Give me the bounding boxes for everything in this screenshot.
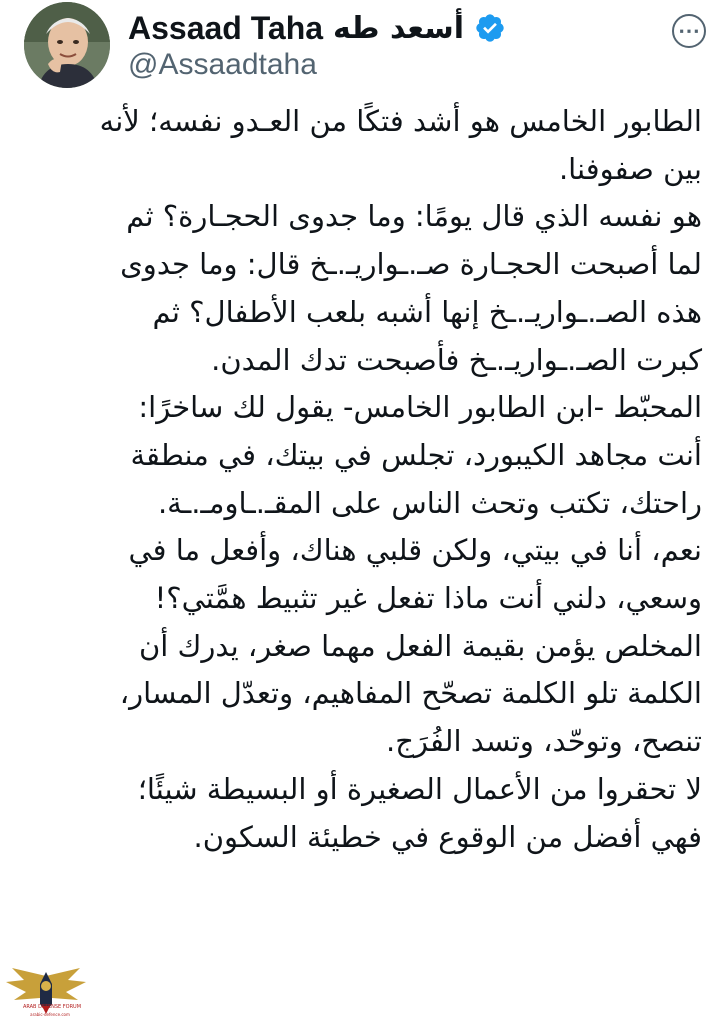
verified-badge-icon [474,12,506,44]
tweet-line: كبرت الصـ.ـواريـ.ـخ فأصبحت تدك المدن. [211,342,702,377]
author-display-name-en[interactable]: Assaad Taha [128,9,324,46]
tweet-line: بين صفوفنا. [558,151,702,186]
avatar-photo [24,2,110,88]
tweet-line: أنت مجاهد الكيبورد، تجلس في بيتك، في منطقة [130,437,702,472]
tweet-line: المخلص يؤمن بقيمة الفعل مهما صغر، يدرك أن [138,628,702,663]
tweet-header [0,0,720,100]
author-display-name-ar[interactable]: أسعد طه [333,10,464,46]
tweet-line: وسعي، دلني أنت ماذا تفعل غير تثبيط همَّتي؟! [154,581,702,616]
forum-watermark-label: ARAB DEFENSE FORUM [22,1004,82,1010]
tweet-line: راحتك، تكتب وتحث الناس على المقـ.ـاومـ.ـة. [157,485,702,520]
more-options-icon[interactable]: ⋯ [672,14,706,48]
tweet-line: الطابور الخامس هو أشد فتكًا من العـدو نفسه؛ لأنه [99,104,702,138]
forum-watermark-url: arabic-defence.com [30,1012,70,1017]
tweet-line: هذه الصـ.ـواريـ.ـخ إنها أشبه بلعب الأطفال؟ ثم [152,294,702,329]
tweet-line: المحبّط -ابن الطابور الخامس- يقول لك ساخرًا: [138,390,702,425]
tweet-line: نعم، أنا في بيتي، ولكن قلبي هناك، وأفعل ما في [128,533,702,568]
author-name-row[interactable] [128,8,506,48]
tweet-text [18,98,702,861]
tweet-line: هو نفسه الذي قال يومًا: وما جدوى الحجـارة؟ ثم [126,199,702,234]
tweet-line: الكلمة تلو الكلمة تصحّح المفاهيم، وتعدّل المسار، [119,676,702,711]
tweet-line: فهي أفضل من الوقوع في خطيئة السكون. [193,819,702,854]
tweet-line: لا تحقروا من الأعمال الصغيرة أو البسيطة شيئًا؛ [137,771,702,806]
tweet-line: لما أصبحت الحجـارة صـ.ـواريـ.ـخ قال: وما جدوى [120,247,702,282]
author-handle[interactable]: @Assaadtaha [128,48,317,81]
author-avatar[interactable] [24,2,110,88]
tweet-line: تنصح، وتوحّد، وتسد الفُرَج. [386,724,702,759]
